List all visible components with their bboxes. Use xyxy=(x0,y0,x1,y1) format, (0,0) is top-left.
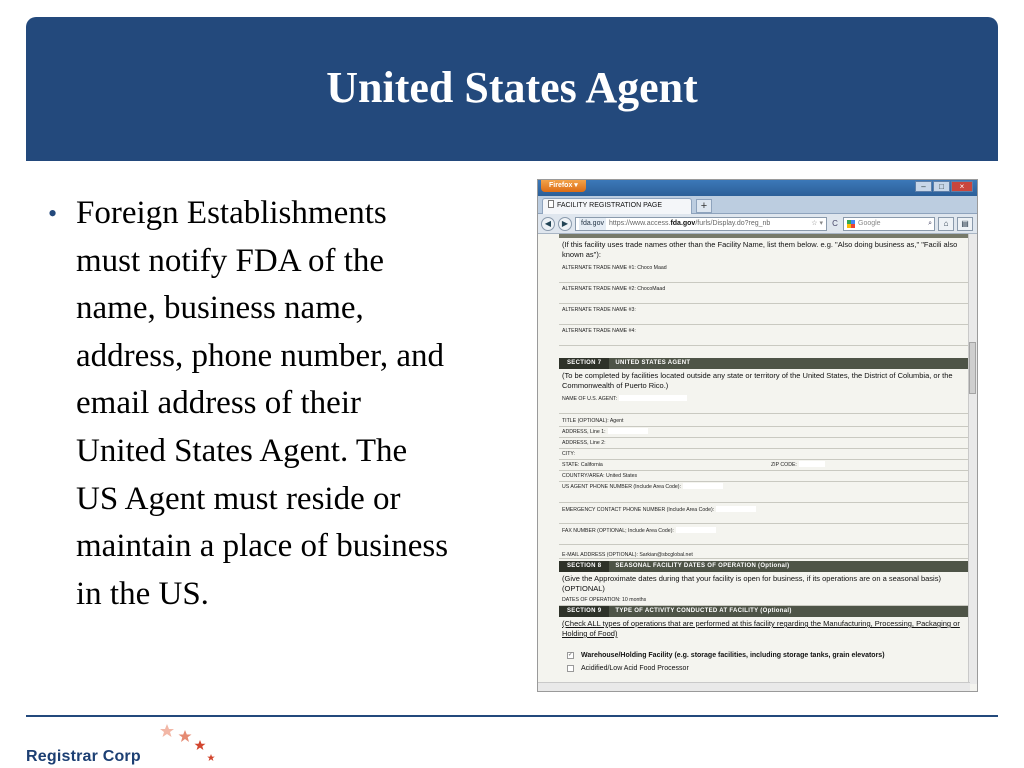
trade-name-field-4[interactable]: ALTERNATE TRADE NAME #4: xyxy=(559,325,970,346)
emergency-phone-field[interactable]: EMERGENCY CONTACT PHONE NUMBER (Include Area Code): xyxy=(559,503,970,524)
new-tab-button[interactable]: + xyxy=(696,199,712,213)
email-field[interactable]: E-MAIL ADDRESS (OPTIONAL): Sarkian@sbcglobal.net xyxy=(559,548,970,559)
page-icon xyxy=(548,200,554,208)
checkbox-checked-icon[interactable]: ✓ xyxy=(568,652,574,658)
bullet-dot-icon: • xyxy=(48,199,58,228)
activity-checkbox-acidified[interactable]: Acidified/Low Acid Food Processor xyxy=(559,662,970,675)
horizontal-scrollbar[interactable] xyxy=(538,682,970,691)
dates-of-operation-field[interactable]: DATES OF OPERATION: 10 months xyxy=(559,596,970,606)
address-line-1-field[interactable]: ADDRESS, Line 1: xyxy=(559,427,970,438)
navigation-bar xyxy=(538,214,977,234)
section-7-note: (To be completed by facilities located outside any state or territory of the United States, the District of Columbia, or the Commonwealth of Puerto Rico.) xyxy=(562,371,953,390)
home-icon[interactable]: ⌂ xyxy=(938,217,954,231)
zip-code-field[interactable]: ZIP CODE: xyxy=(771,460,825,470)
logo-text: Registrar Corp xyxy=(26,748,141,765)
country-field[interactable]: COUNTRY/AREA: United States xyxy=(559,471,970,482)
window-controls xyxy=(915,181,973,192)
fax-number-field[interactable]: FAX NUMBER (OPTIONAL; Include Area Code): xyxy=(559,524,970,545)
bookmark-star-icon[interactable]: ☆ ▾ xyxy=(811,219,823,227)
close-icon[interactable]: × xyxy=(951,181,973,192)
search-bar[interactable] xyxy=(843,217,935,231)
section-8-note: (Give the Approximate dates during that your facility is open for business, if its operations are on a seasonal basis) (OPTIONAL) xyxy=(562,574,941,593)
trade-name-field-1[interactable]: ALTERNATE TRADE NAME #1: Choco Maad xyxy=(559,262,970,283)
maximize-icon[interactable]: □ xyxy=(933,181,950,192)
registration-form xyxy=(559,234,970,675)
slide-title: United States Agent xyxy=(326,62,698,112)
section-9-note: (Check ALL types of operations that are performed at this facility regarding the Manufacturing, Processing, Packaging or Holding of Food) xyxy=(562,619,960,638)
trade-name-field-3[interactable]: ALTERNATE TRADE NAME #3: xyxy=(559,304,970,325)
tab-facility-registration[interactable] xyxy=(542,198,692,214)
trade-names-note: (If this facility uses trade names other than the Facility Name, list them below. e.g. "Also doing business as," "Facili also known as"): xyxy=(562,240,958,259)
site-identity-badge[interactable]: fda.gov xyxy=(579,218,606,230)
tab-label: FACILITY REGISTRATION PAGE xyxy=(557,202,663,209)
firefox-titlebar xyxy=(538,180,977,196)
activity-checkbox-warehouse[interactable]: ✓ Warehouse/Holding Facility (e.g. storage facilities, including storage tanks, grain elevators) xyxy=(568,652,885,659)
back-arrow-icon[interactable]: ◀ xyxy=(541,217,555,231)
url-text: https://www.access.fda.gov/furls/Display.do?reg_nb xyxy=(608,219,771,227)
bullet-item xyxy=(48,190,468,618)
tab-bar xyxy=(538,196,977,214)
address-line-2-field[interactable]: ADDRESS, Line 2: xyxy=(559,438,970,449)
footer-divider xyxy=(26,715,998,717)
search-placeholder: Google xyxy=(858,219,881,227)
section-7-header: SECTION 7 UNITED STATES AGENT xyxy=(559,358,970,369)
reload-icon[interactable]: C xyxy=(832,219,838,228)
title-banner xyxy=(26,17,998,161)
checkbox-icon[interactable] xyxy=(567,665,574,672)
bookmarks-icon[interactable]: ▤ xyxy=(957,217,973,231)
state-field[interactable]: STATE: California xyxy=(562,462,603,468)
google-icon xyxy=(847,220,855,228)
section-9-header: SECTION 9 TYPE OF ACTIVITY CONDUCTED AT FACILITY (Optional) xyxy=(559,606,970,617)
title-field[interactable]: TITLE (OPTIONAL): Agent xyxy=(559,416,970,427)
web-page-content xyxy=(538,234,970,684)
search-icon[interactable]: ⌕ xyxy=(928,219,932,227)
url-bar[interactable] xyxy=(575,217,827,231)
forward-arrow-icon[interactable]: ▶ xyxy=(558,217,572,231)
city-field[interactable]: CITY: xyxy=(559,449,970,460)
firefox-menu-button[interactable]: Firefox ▾ xyxy=(541,180,586,192)
browser-screenshot xyxy=(537,179,978,692)
minimize-icon[interactable]: – xyxy=(915,181,932,192)
scrollbar-thumb[interactable] xyxy=(969,342,976,394)
section-8-header: SECTION 8 SEASONAL FACILITY DATES OF OPERATION (Optional) xyxy=(559,561,970,572)
bullet-text: Foreign Establishments must notify FDA of the name, business name, address, phone number, and email address of their United States Agent. The US Agent must reside or maintain a place of business in the US. xyxy=(76,195,449,612)
us-agent-name-field[interactable]: NAME OF U.S. AGENT: xyxy=(559,393,970,414)
us-agent-phone-field[interactable]: US AGENT PHONE NUMBER (Include Area Code): xyxy=(559,482,970,503)
vertical-scrollbar[interactable] xyxy=(968,234,977,684)
registrar-corp-logo xyxy=(26,722,226,766)
trade-name-field-2[interactable]: ALTERNATE TRADE NAME #2: ChocoMaad xyxy=(559,283,970,304)
state-zip-row xyxy=(559,460,970,471)
